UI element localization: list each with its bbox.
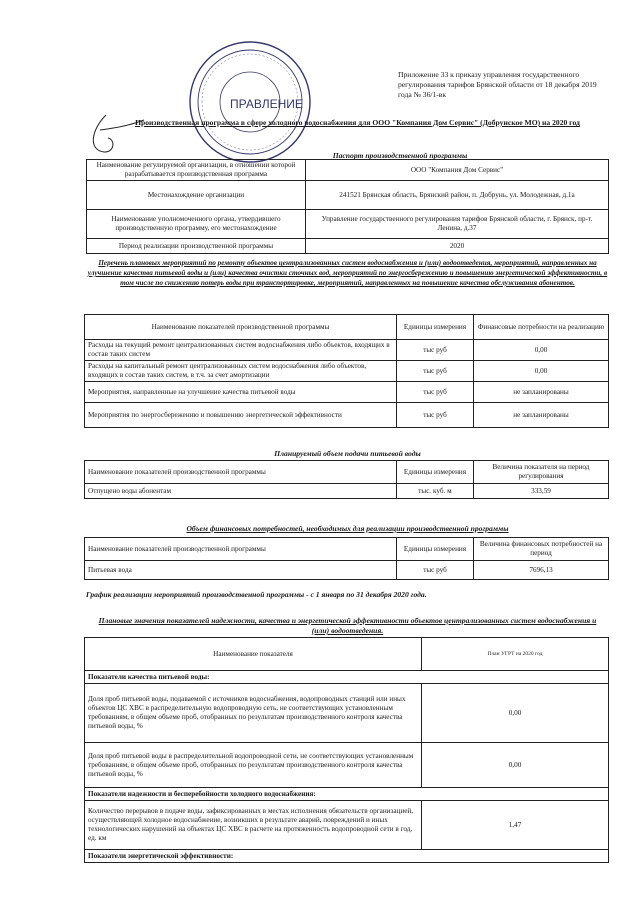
cell: Наименование уполномоченного органа, утвердившего производственную программу, его местонахождение xyxy=(87,210,306,239)
header-cell: Единицы измерения xyxy=(397,461,474,484)
header-cell: Наименование показателей производственной программы xyxy=(85,538,397,561)
table-row xyxy=(87,160,609,181)
section-row: Показатели энергетической эффективности: xyxy=(85,850,609,863)
header-cell: Единицы измерения xyxy=(397,315,474,340)
table-row xyxy=(87,181,609,210)
cell: 2020 xyxy=(306,239,609,254)
indicators-table xyxy=(84,637,609,863)
cell: Период реализации производственной программы xyxy=(87,239,306,254)
table-row xyxy=(85,484,609,499)
cell: ООО "Компания Дом Сервис" xyxy=(306,160,609,181)
cell: Доля проб питьевой воды в распределительной водопроводной сети, не соответствующих установленным требованиям, в общем объеме проб, отобранных по результатам производственного контроля качества питьевой воды, % xyxy=(85,743,422,788)
section-row: Показатели качества питьевой воды: xyxy=(85,671,609,684)
cell: не запланированы xyxy=(474,403,609,428)
cell: тыс. куб. м xyxy=(397,484,474,499)
finance-table xyxy=(84,537,609,580)
cell: Доля проб питьевой воды, подаваемой с источников водоснабжения, водопроводных станций или иных объектов ЦС ХВС в распределительную водопроводную сеть, не соответствующих установленным требованиям, в общем объеме проб, отобранных по результатам производственного контроля качества питьевой воды, % xyxy=(85,684,422,743)
table-row xyxy=(85,801,609,850)
appendix-note: Приложение 33 к приказу управления государственного регулирования тарифов Брянской области от 18 декабря 2019 года № 36/1-вк xyxy=(398,70,597,99)
cell: Местонахождение организации xyxy=(87,181,306,210)
stamp-center-text: ПРАВЛЕНИЕ xyxy=(230,97,303,111)
measures-table xyxy=(84,314,609,428)
table-row xyxy=(85,361,609,382)
schedule-text: График реализации мероприятий производственной программы - с 1 января по 31 декабря 2020 года. xyxy=(86,590,427,599)
header-cell: Величина показателя на период регулирования xyxy=(474,461,609,484)
cell: тыс руб xyxy=(397,361,474,382)
table-row xyxy=(85,743,609,788)
passport-title: Паспорт производственной программы xyxy=(332,151,468,160)
header-cell: Наименование показателей производственной программы xyxy=(85,461,397,484)
cell: тыс руб xyxy=(397,561,474,580)
table-row xyxy=(85,671,609,684)
table-row xyxy=(85,638,609,671)
cell: Наименование регулируемой организации, в отношении которой разрабатывается производственная программа xyxy=(87,160,306,181)
header-cell: Единицы измерения xyxy=(397,538,474,561)
table-row xyxy=(85,850,609,863)
cell: Расходы на капитальный ремонт централизованных систем водоснабжения либо объектов, входящих в состав таких систем, в т.ч. за счет амортизации xyxy=(85,361,397,382)
cell: Питьевая вода xyxy=(85,561,397,580)
table-row xyxy=(85,403,609,428)
header-cell: Величина финансовых потребностей на период xyxy=(474,538,609,561)
cell: 7696,13 xyxy=(474,561,609,580)
header-cell: Финансовые потребности на реализацию xyxy=(474,315,609,340)
cell: Мероприятия по энергосбережению и повышению энергетической эффективности xyxy=(85,403,397,428)
cell: Отпущено воды абонентам xyxy=(85,484,397,499)
cell: Количество перерывов в подаче воды, зафиксированных в местах исполнения обязательств организацией, осуществляющей холодное водоснабжение, возникших в результате аварий, повреждений и иных технологических нарушений на объектах ЦС ХВС в расчете на протяженность водопроводной сети в год, ед. км xyxy=(85,801,422,850)
table-row xyxy=(87,210,609,239)
indicators-title: Плановые значения показателей надежности, качества и энергетической эффективности объектов централизованных систем водоснабжения и (или) водоотведения. xyxy=(98,616,597,635)
finance-title: Объем финансовых потребностей, необходимых для реализации производственной программы xyxy=(186,524,509,533)
cell: 0,00 xyxy=(422,684,609,743)
table-row xyxy=(85,561,609,580)
table-row xyxy=(85,315,609,340)
cell: 333,59 xyxy=(474,484,609,499)
cell: Мероприятия, направленные на улучшение качества питьевой воды xyxy=(85,382,397,403)
table-row xyxy=(85,788,609,801)
cell: 1,47 xyxy=(422,801,609,850)
passport-table xyxy=(86,159,609,254)
table-row xyxy=(85,461,609,484)
cell: 0,00 xyxy=(474,340,609,361)
section-row: Показатели надежности и бесперебойности холодного водоснабжения: xyxy=(85,788,609,801)
cell: тыс руб xyxy=(397,340,474,361)
cell: тыс руб xyxy=(397,382,474,403)
cell: 241521 Брянская область, Брянский район, п. Добрунь, ул. Молодежная, д.1а xyxy=(306,181,609,210)
table-row xyxy=(85,684,609,743)
table-row xyxy=(87,239,609,254)
measures-title: Перечень плановых мероприятий по ремонту объектов централизованных систем водоснабжения и (или) водоотведения, мероприятий, направленных на улучшение качества питьевой воды и (или) качества очистки сточных вод, мероприятий по энергосбережению и повышению энергетической эффективности, в том числе по снижению потерь воды при транспортировке, мероприятий, направленных на повышение качества обслуживания абонентов. xyxy=(87,259,608,287)
volume-title: Планируемый объем подачи питьевой воды xyxy=(274,449,421,458)
header-cell: Наименование показателя xyxy=(85,638,422,671)
cell: Расходы на текущий ремонт централизованных систем водоснабжения либо объектов, входящих в состав таких систем xyxy=(85,340,397,361)
header-cell: План УГРТ на 2020 год xyxy=(422,638,609,671)
document-title: Производственная программа в сфере холодного водоснабжения для ООО "Компания Дом Сервис" (Добрунское МО) на 2020 год xyxy=(135,118,580,127)
table-row xyxy=(85,382,609,403)
cell: тыс руб xyxy=(397,403,474,428)
table-row xyxy=(85,340,609,361)
cell: Управление государственного регулирования тарифов Брянской области, г. Брянск, пр-т. Ленина, д.37 xyxy=(306,210,609,239)
cell: 0,00 xyxy=(474,361,609,382)
volume-table xyxy=(84,460,609,499)
table-row xyxy=(85,538,609,561)
header-cell: Наименование показателей производственной программы xyxy=(85,315,397,340)
cell: 0,00 xyxy=(422,743,609,788)
official-stamp-icon xyxy=(186,38,314,166)
cell: не запланированы xyxy=(474,382,609,403)
